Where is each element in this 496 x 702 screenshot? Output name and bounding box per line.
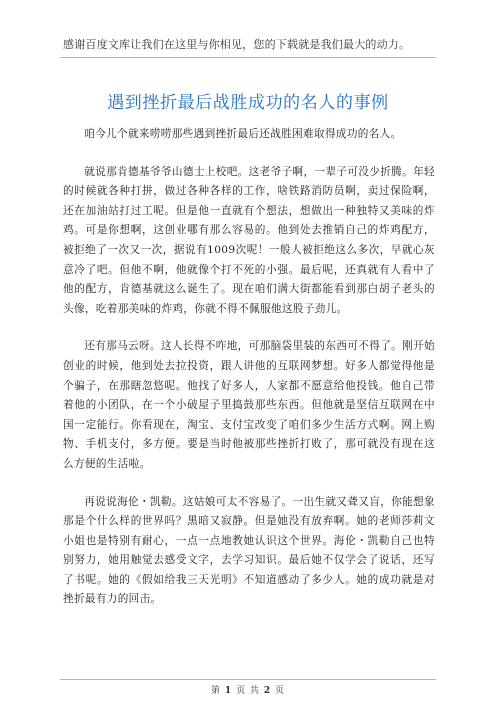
paragraph-intro: 咱今儿个就来唠唠那些遇到挫折最后还战胜困难取得成功的名人。 [84, 128, 402, 140]
footer-middle: 页 共 [236, 686, 260, 696]
paragraph-mayun: 还有那马云呀。这人长得不咋地，可那脑袋里装的东西可不得了。刚开始创业的时候，他到处去拉投资，跟人讲他的互联网梦想。好多人都觉得他是个骗子，在那瞎忽悠呢。他找了好多人，人家都不愿意给他投钱。他自己带着他的小团队，在一个小破屋子里捣鼓那些东西。但他就是坚信互联网在中国一定能行。你看现在，淘宝、支付宝改变了咱们多少生活方式啊。网上购物、手机支付，多方便。要是当时他被那些挫折打败了，那可就没有现在这么方便的生活啦。 [63, 340, 435, 470]
header-divider [60, 57, 436, 58]
footer-divider [60, 679, 436, 680]
paragraph-helen-keller: 再说说海伦・凯勒。这姑娘可太不容易了。一出生就又聋又盲，你能想象那是个什么样的世界吗？黑暗又寂静。但是她没有放弃啊。她的老师莎莉文小姐也是特别有耐心，一点一点地教她认识这个世界。海伦・凯勒自己也特别努力，她用触觉去感受文字，去学习知识。最后她不仅学会了说话，还写了书呢。她的《假如给我三天光明》不知道感动了多少人。她的成功就是对挫折最有力的回击。 [63, 495, 435, 606]
footer-total-pages: 2 [263, 686, 272, 696]
paragraph-kfc: 就说那肯德基爷爷山德士上校吧。这老爷子啊，一辈子可没少折腾。年轻的时候就各种打拼，做过各种各样的工作，啥铁路消防员啊，卖过保险啊，还在加油站打过工呢。但是他一直就有个想法，想做出一种独特又美味的炸鸡。可是你想啊，这创业哪有那么容易的。他到处去推销自己的炸鸡配方，被拒绝了一次又一次，据说有1009次呢！一般人被拒绝这么多次，早就心灰意冷了吧。但他不啊，他就像个打不死的小强。最后呢，还真就有人看中了他的配方，肯德基就这么诞生了。现在咱们满大街都能看到那白胡子老头的头像，吃着那美味的炸鸡，你就不得不佩服他这股子劲儿。 [63, 165, 435, 315]
page-header: 感谢百度文库让我们在这里与你相见，您的下载就是我们最大的动力。 [63, 38, 411, 51]
footer-page-number: 1 [224, 686, 233, 696]
page-footer [0, 683, 496, 696]
footer-prefix: 第 [211, 686, 222, 696]
footer-suffix: 页 [274, 686, 285, 696]
document-body [63, 125, 435, 628]
document-title: 遇到挫折最后战胜成功的名人的事例 [107, 93, 389, 113]
